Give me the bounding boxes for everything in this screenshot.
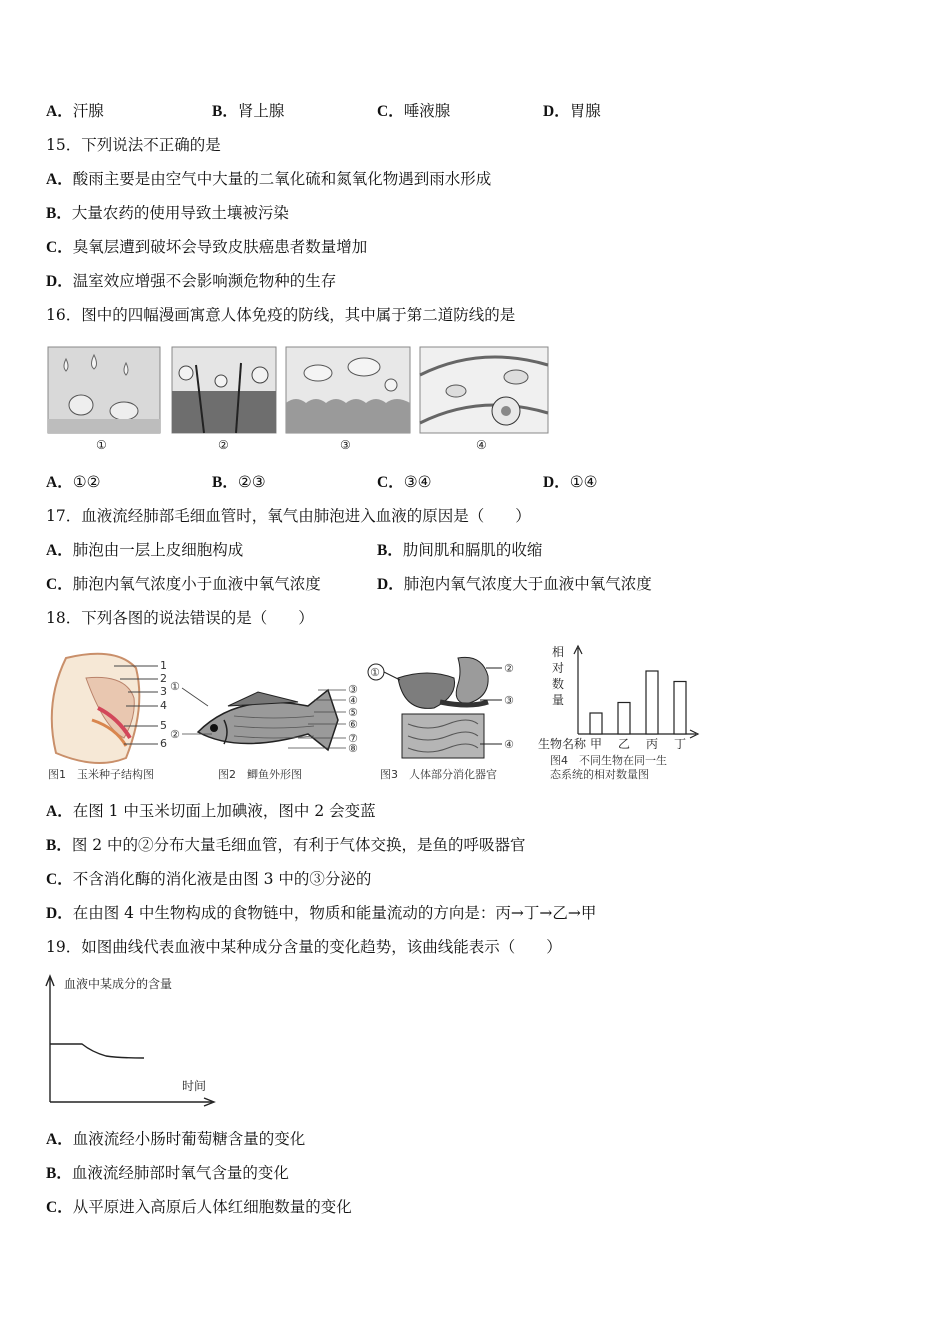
panel-label-1: ① — [96, 438, 107, 452]
panel-label-3: ③ — [340, 438, 351, 452]
panel-label-2: ② — [218, 438, 229, 452]
q18-option-d: D．在由图 4 中生物构成的食物链中，物质和能量流动的方向是：丙→丁→乙→甲 — [46, 904, 597, 922]
panel-label-4: ④ — [476, 438, 487, 452]
fig1-mark-2: 2 — [160, 672, 167, 685]
fig4-ylabel-4: 量 — [552, 693, 565, 707]
q17-stem: 17．血液流经肺部毛细血管时，氧气由肺泡进入血液的原因是（ ） — [46, 507, 531, 525]
cartoon-panel-4 — [420, 347, 548, 452]
q15-option-c: C．臭氧层遭到破坏会导致皮肤癌患者数量增加 — [46, 238, 368, 256]
q16-option-d: D．①④ — [543, 473, 598, 491]
q15-stem: 15．下列说法不正确的是 — [46, 136, 221, 154]
fig4-tick-1: 甲 — [590, 737, 603, 751]
fig3-caption: 图3 人体部分消化器官 — [380, 768, 497, 781]
q19-ylabel: 血液中某成分的含量 — [64, 977, 173, 991]
fig1-caption: 图1 玉米种子结构图 — [48, 768, 154, 781]
cartoon-panel-1 — [48, 347, 160, 452]
fig4-tick-2: 乙 — [618, 737, 631, 751]
fig4-bar-4 — [674, 682, 686, 735]
q19-curve-graph — [40, 968, 230, 1110]
fig3-mark-4: ④ — [504, 738, 514, 751]
fig4-bar-chart — [536, 642, 706, 784]
fig4-bar-2 — [618, 703, 630, 735]
fig2-mark-7: ⑦ — [348, 732, 358, 745]
fig4-xlabel: 生物名称 — [538, 737, 587, 751]
fig2-mark-5: ⑤ — [348, 706, 358, 719]
fig1-mark-4: 4 — [160, 699, 167, 712]
q15-option-a: A．酸雨主要是由空气中大量的二氧化硫和氮氧化物遇到雨水形成 — [46, 170, 492, 188]
cartoon-panel-3 — [286, 347, 410, 452]
q18-option-b: B．图 2 中的②分布大量毛细血管，有利于气体交换，是鱼的呼吸器官 — [46, 836, 526, 854]
fig3-digestive-organs — [366, 650, 526, 786]
q16-option-a: A．①② — [46, 473, 101, 491]
fig3-mark-3: ③ — [504, 694, 514, 707]
fig2-mark-6: ⑥ — [348, 718, 358, 731]
fig2-mark-2: ② — [170, 728, 180, 741]
q16-option-b: B．②③ — [212, 473, 266, 491]
fig4-caption-line1: 图4 不同生物在同一生 — [550, 754, 667, 767]
fig2-mark-8: ⑧ — [348, 742, 358, 755]
q14-option-d: D．胃腺 — [543, 102, 601, 120]
fig1-mark-6: 6 — [160, 737, 167, 750]
q14-option-b: B．肾上腺 — [212, 102, 285, 120]
q18-stem: 18．下列各图的说法错误的是（ ） — [46, 609, 314, 627]
q19-option-c: C．从平原进入高原后人体红细胞数量的变化 — [46, 1198, 352, 1216]
fig3-mark-2: ② — [504, 662, 514, 675]
q19-option-a: A．血液流经小肠时葡萄糖含量的变化 — [46, 1130, 306, 1148]
fig1-corn-seed — [46, 648, 176, 786]
fig4-bar-1 — [590, 713, 602, 734]
fig2-caption: 图2 鲫鱼外形图 — [218, 768, 302, 781]
q18-option-a: A．在图 1 中玉米切面上加碘液，图中 2 会变蓝 — [46, 802, 376, 820]
cartoon-panel-2 — [172, 347, 276, 452]
fig4-ylabel-1: 相 — [552, 645, 565, 659]
q19-curve — [50, 1044, 144, 1058]
q17-option-c: C．肺泡内氧气浓度小于血液中氧气浓度 — [46, 575, 321, 593]
fig4-bar-3 — [646, 671, 658, 734]
q15-option-b: B．大量农药的使用导致土壤被污染 — [46, 204, 289, 222]
fig1-mark-5: 5 — [160, 719, 167, 732]
q17-option-d: D．肺泡内氧气浓度大于血液中氧气浓度 — [377, 575, 652, 593]
fig1-mark-1: 1 — [160, 659, 167, 672]
q16-option-c: C．③④ — [377, 473, 432, 491]
fig4-caption-line2: 态系统的相对数量图 — [550, 768, 649, 781]
fig4-tick-4: 丁 — [674, 737, 687, 751]
q18-option-c: C．不含消化酶的消化液是由图 3 中的③分泌的 — [46, 870, 372, 888]
fig1-mark-3: 3 — [160, 685, 167, 698]
fig2-mark-4: ④ — [348, 694, 358, 707]
fig3-mark-1: ① — [370, 666, 380, 679]
fig2-crucian-carp — [168, 676, 364, 786]
q17-option-b: B．肋间肌和膈肌的收缩 — [377, 541, 543, 559]
q16-cartoon-strip — [46, 345, 550, 457]
fig4-ylabel-2: 对 — [552, 661, 565, 675]
q16-stem: 16．图中的四幅漫画寓意人体免疫的防线，其中属于第二道防线的是 — [46, 306, 516, 324]
fig4-ylabel-3: 数 — [552, 677, 565, 691]
q17-option-a: A．肺泡由一层上皮细胞构成 — [46, 541, 244, 559]
fig2-mark-3: ③ — [348, 683, 358, 696]
q14-option-c: C．唾液腺 — [377, 102, 451, 120]
q19-stem: 19．如图曲线代表血液中某种成分含量的变化趋势，该曲线能表示（ ） — [46, 938, 562, 956]
fig4-tick-3: 丙 — [646, 737, 659, 751]
q19-xlabel: 时间 — [182, 1079, 207, 1093]
q15-option-d: D．温室效应增强不会影响濒危物种的生存 — [46, 272, 337, 290]
q19-option-b: B．血液流经肺部时氧气含量的变化 — [46, 1164, 289, 1182]
fig2-mark-1: ① — [170, 680, 180, 693]
q14-option-a: A．汗腺 — [46, 102, 104, 120]
